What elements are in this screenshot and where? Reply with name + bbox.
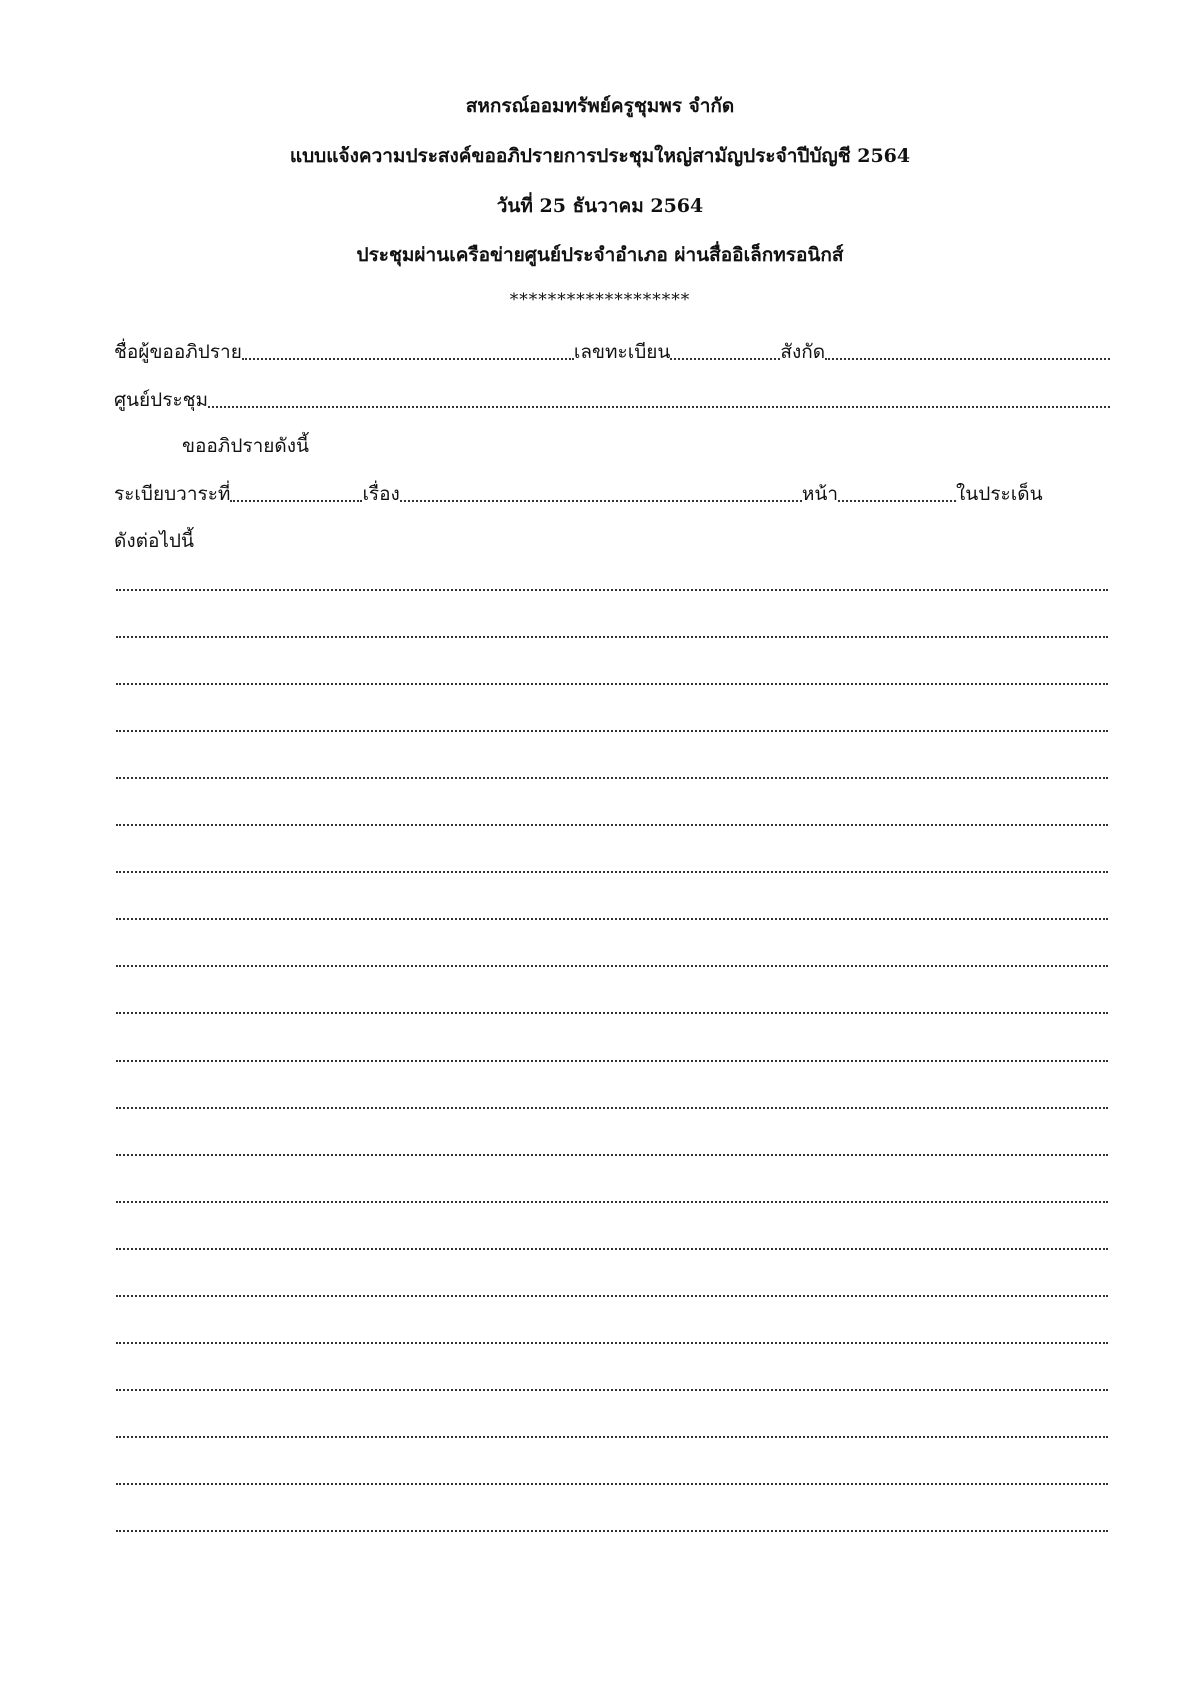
meeting-venue: ประชุมผ่านเครือข่ายศูนย์ประจำอำเภอ ผ่านสื่ออิเล็กทรอนิกส์	[356, 244, 844, 266]
separator: *******************	[509, 290, 691, 310]
answer-line[interactable]	[116, 1528, 1108, 1532]
answer-line[interactable]	[116, 634, 1108, 638]
request-label: ขออภิปรายดังนี้	[182, 435, 310, 457]
form-title: แบบแจ้งความประสงค์ขออภิปรายการประชุมใหญ่สามัญประจำปีบัญชี 2564	[289, 145, 911, 167]
answer-line[interactable]	[116, 1340, 1108, 1344]
agenda-label: ระเบียบวาระที่	[114, 483, 231, 505]
answer-line[interactable]	[116, 916, 1108, 920]
answer-line[interactable]	[116, 775, 1108, 779]
topic-label: เรื่อง	[362, 483, 400, 505]
follows-row	[114, 527, 194, 555]
answer-line[interactable]	[116, 963, 1108, 967]
topic-field[interactable]	[400, 498, 802, 502]
request-heading	[182, 432, 309, 460]
answer-line[interactable]	[116, 822, 1108, 826]
meeting-date: วันที่ 25 ธันวาคม 2564	[496, 195, 704, 217]
center-label: ศูนย์ประชุม	[114, 389, 209, 411]
answer-line[interactable]	[116, 1481, 1108, 1485]
answer-line[interactable]	[116, 587, 1108, 591]
answer-line[interactable]	[116, 1293, 1108, 1297]
answer-line[interactable]	[116, 1152, 1108, 1156]
answer-line[interactable]	[116, 681, 1108, 685]
answer-line[interactable]	[116, 728, 1108, 732]
follows-label: ดังต่อไปนี้	[114, 530, 194, 552]
answer-line[interactable]	[116, 1199, 1108, 1203]
name-label: ชื่อผู้ขออภิปราย	[114, 341, 242, 363]
answer-line[interactable]	[116, 869, 1108, 873]
answer-line[interactable]	[116, 1434, 1108, 1438]
answer-line[interactable]	[116, 1010, 1108, 1014]
agenda-field[interactable]	[230, 498, 362, 502]
center-field[interactable]	[208, 404, 1110, 408]
agenda-row	[114, 480, 1076, 508]
issue-label: ในประเด็น	[956, 483, 1043, 505]
page-field[interactable]	[838, 498, 956, 502]
answer-line[interactable]	[116, 1246, 1108, 1250]
affiliation-label: สังกัด	[780, 341, 826, 363]
affiliation-field[interactable]	[825, 356, 1110, 360]
registration-label: เลขทะเบียน	[573, 341, 671, 363]
organization-name: สหกรณ์ออมทรัพย์ครูชุมพร จำกัด	[465, 95, 735, 117]
answer-line[interactable]	[116, 1387, 1108, 1391]
name-row	[114, 338, 1110, 366]
answer-line[interactable]	[116, 1058, 1108, 1062]
registration-field[interactable]	[670, 356, 780, 360]
page-label: หน้า	[801, 483, 839, 505]
answer-line[interactable]	[116, 1105, 1108, 1109]
name-field[interactable]	[242, 356, 574, 360]
center-row	[114, 386, 1110, 414]
